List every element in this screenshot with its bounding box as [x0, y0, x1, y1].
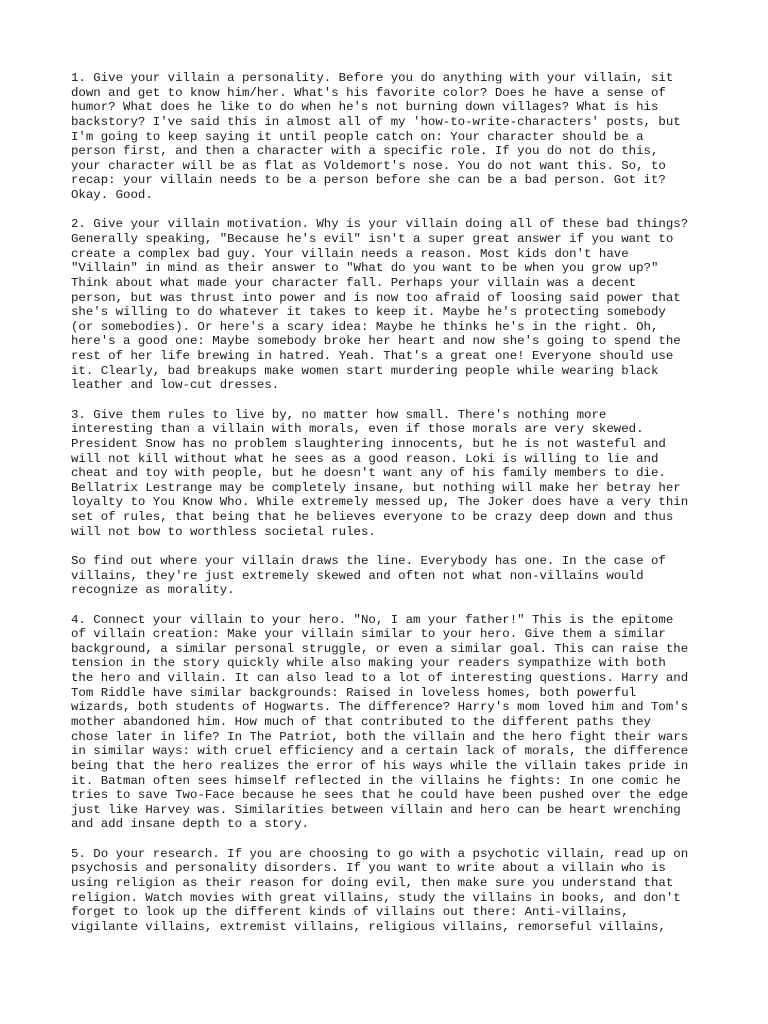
- paragraph-draw-the-line: [71, 554, 728, 598]
- paragraph-rules: [71, 408, 728, 540]
- text-line: psychosis and personality disorders. If you want to write about a villain who is: [71, 861, 666, 876]
- text-line: tries to save Two-Face because he sees that he could have been pushed over the edge: [71, 788, 689, 803]
- text-line: set of rules, that being that he believes everyone to be crazy deep down and thus: [71, 510, 674, 525]
- text-line: will not kill without what he sees as a good reason. Loki is willing to lie and: [71, 451, 659, 466]
- text-line: 5. Do your research. If you are choosing to go with a psychotic villain, read up on: [71, 846, 689, 861]
- text-line: recognize as morality.: [71, 583, 235, 598]
- paragraph-personality: [71, 71, 728, 203]
- text-line: Generally speaking, "Because he's evil" isn't a super great answer if you want to: [71, 232, 674, 246]
- text-line: vigilante villains, extremist villains, religious villains, remorseful villains,: [71, 919, 666, 934]
- text-line: down and get to know him/her. What's his favorite color? Does he have a sense of: [71, 85, 666, 100]
- text-line: President Snow has no problem slaughtering innocents, but he is not wasteful and: [71, 436, 666, 451]
- text-line: your character will be as flat as Voldemort's nose. You do not want this. So, to: [71, 158, 666, 173]
- text-line: tension in the story quickly while also making your readers sympathize with both: [71, 656, 666, 671]
- text-line: mother abandoned him. How much of that contributed to the different paths they: [71, 715, 651, 729]
- text-line: backstory? I've said this in almost all of my 'how-to-write-characters' posts, but: [71, 114, 681, 129]
- text-line: just like Harvey was. Similarities between villain and hero can be heart wrenching: [71, 802, 681, 817]
- text-line: 1. Give your villain a personality. Before you do anything with your villain, sit: [71, 71, 674, 85]
- text-line: it. Batman often sees himself reflected in the villains he fights: In one comic he: [71, 773, 681, 788]
- text-line: So find out where your villain draws the line. Everybody has one. In the case of: [71, 554, 666, 568]
- text-line: it. Clearly, bad breakups make women start murdering people while wearing black: [71, 363, 659, 378]
- text-line: rest of her life brewing in hatred. Yeah. That's a great one! Everyone should use: [71, 349, 674, 364]
- text-line: (or somebodies). Or here's a scary idea: Maybe he thinks he's in the right. Oh,: [71, 319, 659, 334]
- text-line: 3. Give them rules to live by, no matter how small. There's nothing more: [71, 407, 607, 422]
- text-line: the hero and villain. It can also lead to a lot of interesting questions. Harry and: [71, 671, 689, 686]
- text-line: Think about what made your character fall. Perhaps your villain was a decent: [71, 275, 637, 290]
- text-line: loyalty to You Know Who. While extremely messed up, The Joker does have a very thin: [71, 495, 689, 510]
- text-line: recap: your villain needs to be a person before she can be a bad person. Got it?: [71, 173, 666, 188]
- text-line: 4. Connect your villain to your hero. "No, I am your father!" This is the epitome: [71, 612, 674, 627]
- text-line: of villain creation: Make your villain similar to your hero. Give them a similar: [71, 627, 666, 642]
- text-line: background, a similar personal struggle, or even a similar goal. This can raise the: [71, 641, 689, 656]
- text-line: chose later in life? In The Patriot, both the villain and the hero fight their wars: [71, 729, 689, 744]
- text-line: forget to look up the different kinds of villains out there: Anti-villains,: [71, 905, 629, 920]
- text-line: Okay. Good.: [71, 188, 153, 203]
- text-line: in similar ways: with cruel efficiency and a certain lack of morals, the difference: [71, 744, 689, 759]
- paragraph-research: [71, 847, 728, 935]
- text-line: person, but was thrust into power and is now too afraid of loosing said power that: [71, 290, 681, 305]
- text-line: interesting than a villain with morals, even if those morals are very skewed.: [71, 422, 644, 437]
- paragraph-motivation: [71, 217, 728, 393]
- text-line: 2. Give your villain motivation. Why is your villain doing all of these bad things?: [71, 217, 689, 232]
- text-line: wizards, both students of Hogwarts. The difference? Harry's mom loved him and Tom's: [71, 700, 689, 715]
- text-line: religion. Watch movies with great villains, study the villains in books, and don't: [71, 890, 681, 905]
- text-line: villains, they're just extremely skewed and often not what non-villains would: [71, 568, 644, 583]
- text-line: "Villain" in mind as their answer to "What do you want to be when you grow up?": [71, 261, 659, 276]
- text-line: here's a good one: Maybe somebody broke her heart and now she's going to spend the: [71, 334, 681, 349]
- text-line: using religion as their reason for doing evil, then make sure you understand that: [71, 876, 674, 890]
- text-line: will not bow to worthless societal rules.: [71, 524, 376, 539]
- text-line: Tom Riddle have similar backgrounds: Raised in loveless homes, both powerful: [71, 685, 637, 700]
- text-line: humor? What does he like to do when he's not burning down villages? What is his: [71, 100, 659, 115]
- text-line: leather and low-cut dresses.: [71, 378, 280, 393]
- text-line: she's willing to do whatever it takes to keep it. Maybe he's protecting somebody: [71, 305, 666, 320]
- text-line: create a complex bad guy. Your villain needs a reason. Most kids don't have: [71, 246, 629, 261]
- text-line: being that the hero realizes the error of his ways while the villain takes pride in: [71, 758, 689, 773]
- text-line: cheat and toy with people, but he doesn't want any of his family members to die.: [71, 466, 666, 481]
- text-line: I'm going to keep saying it until people catch on: Your character should be a: [71, 129, 644, 144]
- text-line: Bellatrix Lestrange may be completely insane, but nothing will make her betray her: [71, 480, 681, 495]
- text-line: and add insane depth to a story.: [71, 817, 309, 832]
- text-line: person first, and then a character with a specific role. If you do not do this,: [71, 144, 659, 159]
- paragraph-connect-hero: [71, 613, 728, 833]
